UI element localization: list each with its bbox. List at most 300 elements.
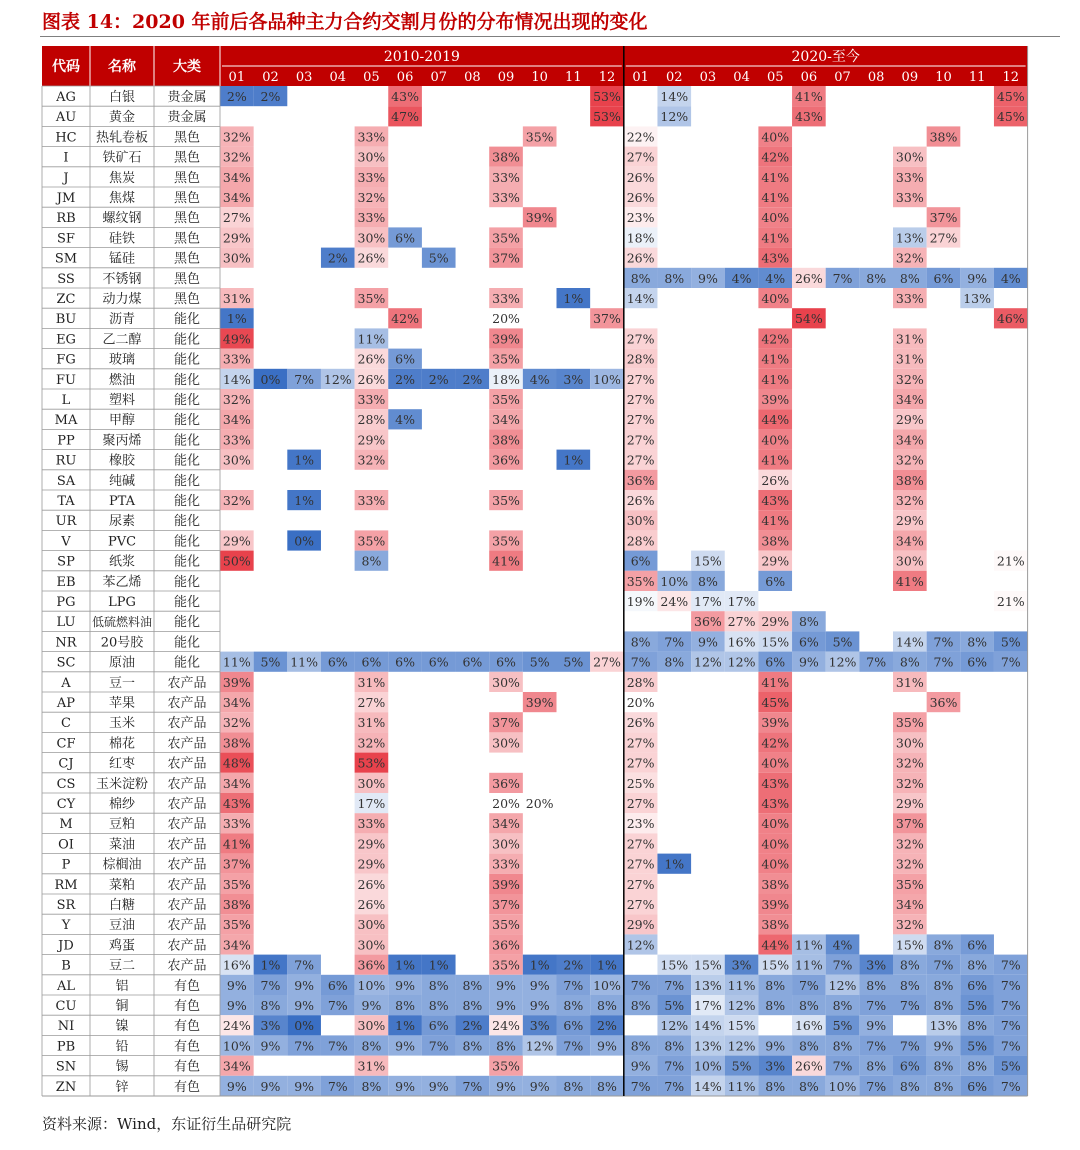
row-code: CU [55, 999, 77, 1014]
row-category: 黑色 [173, 211, 201, 227]
cell-value: 6% [327, 977, 348, 993]
cell-value: 9% [698, 634, 718, 650]
month-header: 05 [363, 70, 380, 85]
cell-value: 3% [529, 1018, 550, 1034]
row-category: 黑色 [173, 170, 201, 186]
row-category: 能化 [173, 433, 201, 449]
cell-value: 41% [794, 89, 823, 104]
cell-value: 8% [428, 998, 449, 1013]
row-name: 苹果 [108, 696, 136, 711]
cell-value: 33% [357, 169, 386, 185]
row-name: 焦煤 [108, 191, 136, 206]
cell-value: 37% [593, 311, 621, 327]
cell-value: 4% [529, 371, 550, 387]
cell-value: 28% [626, 351, 655, 367]
cell-value: 7% [630, 1078, 651, 1094]
cell-value: 38% [929, 129, 958, 145]
cell-value: 9% [294, 1078, 315, 1094]
cell-value: 19% [626, 594, 655, 609]
cell-value: 33% [357, 816, 386, 832]
cell-value: 5% [731, 1058, 752, 1074]
cell-value: 15% [761, 634, 790, 650]
cell-value: 30% [895, 735, 924, 751]
cell-value: 24% [222, 1018, 251, 1034]
cell-value: 3% [765, 1058, 786, 1074]
cell-value: 20% [492, 796, 520, 811]
cell-value: 8% [967, 1058, 988, 1074]
row-code: JD [58, 938, 74, 954]
row-name: 红枣 [108, 756, 136, 772]
row-category: 能化 [173, 655, 201, 671]
row-name: 螺纹钢 [102, 211, 142, 227]
row-name: 硅铁 [108, 231, 136, 247]
cell-value: 21% [996, 553, 1025, 569]
cell-value: 32% [895, 856, 924, 872]
month-header: 05 [766, 70, 784, 85]
cell-value: 40% [761, 129, 790, 145]
cell-value: 8% [630, 270, 651, 286]
cell-value: 8% [462, 977, 483, 993]
cell-value: 7% [832, 270, 853, 286]
row-category: 能化 [173, 635, 201, 651]
row-name: 豆二 [108, 958, 136, 974]
cell-value: 31% [222, 291, 251, 306]
cell-value: 29% [895, 513, 924, 529]
cell-value: 28% [626, 533, 655, 549]
cell-value: 36% [694, 614, 722, 630]
cell-value: 15% [727, 1018, 756, 1034]
cell-value: 35% [357, 291, 386, 306]
cell-value: 9% [395, 1038, 415, 1054]
cell-value: 5% [664, 998, 685, 1013]
cell-value: 8% [798, 1038, 819, 1054]
cell-value: 36% [626, 472, 655, 488]
cell-value: 33% [357, 129, 386, 145]
cell-value: 17% [694, 998, 722, 1013]
row-category: 能化 [173, 554, 201, 570]
cell-value: 10% [593, 371, 621, 387]
row-code: SA [56, 473, 76, 489]
row-name: 白糖 [108, 898, 136, 913]
cell-value: 43% [761, 775, 790, 791]
cell-value: 9% [496, 1078, 516, 1094]
cell-value: 37% [222, 856, 251, 872]
cell-value: 9% [395, 977, 415, 993]
cell-value: 9% [529, 998, 550, 1013]
cell-value: 26% [626, 169, 655, 185]
cell-value: 11% [357, 331, 386, 347]
cell-value: 5% [967, 998, 988, 1013]
cell-value: 5% [529, 654, 550, 670]
cell-value: 42% [761, 735, 790, 751]
cell-value: 0% [294, 533, 315, 549]
cell-value: 29% [357, 836, 386, 852]
month-header: 06 [800, 70, 818, 85]
cell-value: 12% [626, 937, 655, 953]
row-category: 农产品 [167, 918, 207, 934]
cell-value: 33% [895, 291, 924, 306]
month-header: 11 [565, 70, 582, 85]
cell-value: 2% [395, 371, 415, 387]
row-code: B [61, 958, 71, 974]
cell-value: 2% [428, 371, 449, 387]
cell-value: 27% [626, 876, 655, 892]
cell-value: 32% [895, 775, 924, 791]
row-code: TA [57, 494, 75, 509]
cell-value: 7% [563, 977, 584, 993]
cell-value: 6% [428, 654, 449, 670]
month-header: 04 [733, 70, 750, 85]
cell-value: 33% [492, 169, 520, 185]
row-name: 焦炭 [108, 170, 136, 186]
row-code: FU [56, 372, 76, 388]
row-code: AL [56, 978, 76, 994]
cell-value: 6% [967, 1078, 988, 1094]
cell-value: 1% [260, 957, 281, 973]
cell-value: 14% [694, 1018, 722, 1034]
cell-value: 45% [761, 695, 790, 710]
cell-value: 50% [222, 553, 251, 569]
cell-value: 9% [967, 270, 988, 286]
cell-value: 9% [260, 1038, 281, 1054]
cell-value: 32% [895, 250, 924, 266]
cell-value: 8% [630, 1038, 651, 1054]
cell-value: 1% [395, 1018, 415, 1034]
cell-value: 43% [222, 796, 251, 811]
cell-value: 12% [323, 371, 352, 387]
cell-value: 8% [361, 553, 382, 569]
cell-value: 7% [1000, 1018, 1021, 1034]
cell-value: 31% [357, 674, 386, 690]
cell-value: 38% [492, 432, 520, 448]
cell-value: 11% [290, 654, 319, 670]
cell-value: 3% [731, 957, 752, 973]
row-code: HC [55, 130, 77, 146]
cell-value: 16% [222, 957, 251, 973]
cell-value: 21% [996, 594, 1025, 609]
cell-value: 49% [222, 331, 251, 347]
cell-value: 9% [226, 977, 247, 993]
cell-value: 9% [866, 1018, 887, 1034]
cell-value: 8% [361, 1078, 382, 1094]
cell-value: 40% [761, 210, 790, 226]
cell-value: 36% [492, 452, 520, 468]
row-name: 苯乙烯 [102, 574, 142, 590]
cell-value: 9% [597, 1038, 617, 1054]
row-name: 白银 [108, 90, 136, 105]
row-category: 能化 [173, 352, 201, 368]
cell-value: 8% [832, 998, 853, 1013]
cell-value: 6% [765, 573, 786, 589]
cell-value: 38% [492, 149, 520, 165]
cell-value: 18% [626, 230, 655, 246]
cell-value: 20% [525, 796, 554, 811]
cell-value: 34% [895, 432, 924, 448]
cell-value: 8% [563, 998, 584, 1013]
cell-value: 39% [761, 392, 790, 407]
row-category: 有色 [173, 999, 201, 1014]
cell-value: 29% [222, 230, 251, 246]
row-code: SS [57, 271, 75, 287]
cell-value: 7% [630, 977, 651, 993]
cell-value: 1% [428, 957, 449, 973]
cell-value: 7% [1000, 977, 1021, 993]
cell-value: 32% [357, 735, 386, 751]
cell-value: 8% [260, 998, 281, 1013]
cell-value: 5% [967, 1038, 988, 1054]
cell-value: 27% [626, 452, 655, 468]
cell-value: 12% [694, 654, 722, 670]
cell-value: 30% [626, 513, 655, 529]
cell-value: 31% [895, 674, 924, 690]
cell-value: 8% [597, 1078, 617, 1094]
row-category: 能化 [173, 393, 201, 408]
cell-value: 27% [626, 836, 655, 852]
cell-value: 7% [630, 654, 651, 670]
cell-value: 8% [866, 270, 887, 286]
cell-value: 5% [1000, 634, 1021, 650]
cell-value: 7% [327, 998, 348, 1013]
cell-value: 12% [828, 977, 857, 993]
cell-value: 27% [626, 796, 655, 811]
cell-value: 9% [496, 998, 516, 1013]
month-header: 03 [295, 70, 313, 85]
row-category: 农产品 [167, 675, 207, 691]
cell-value: 11% [727, 977, 756, 993]
cell-value: 9% [630, 1058, 651, 1074]
row-name: 豆一 [108, 675, 136, 691]
cell-value: 5% [832, 1018, 853, 1034]
cell-value: 38% [761, 533, 790, 549]
cell-value: 8% [798, 998, 819, 1013]
cell-value: 36% [929, 695, 958, 710]
cell-value: 8% [630, 634, 651, 650]
cell-value: 15% [694, 553, 722, 569]
month-header: 03 [699, 70, 717, 85]
cell-value: 11% [727, 1078, 756, 1094]
cell-value: 27% [626, 149, 655, 165]
cell-value: 32% [895, 755, 924, 771]
cell-value: 53% [357, 755, 386, 771]
cell-value: 26% [357, 371, 386, 387]
cell-value: 7% [1000, 998, 1021, 1013]
row-name: 塑料 [108, 393, 136, 408]
row-category: 能化 [173, 494, 201, 509]
cell-value: 5% [1000, 1058, 1021, 1074]
cell-value: 15% [761, 957, 790, 973]
cell-value: 26% [626, 493, 655, 508]
cell-value: 7% [664, 977, 685, 993]
cell-value: 3% [563, 371, 584, 387]
cell-value: 54% [794, 311, 823, 327]
cell-value: 34% [222, 695, 251, 710]
cell-value: 2% [327, 250, 348, 266]
cell-value: 31% [895, 351, 924, 367]
row-category: 能化 [173, 615, 201, 631]
row-code: ZN [55, 1079, 77, 1095]
cell-value: 53% [593, 109, 621, 125]
cell-value: 26% [357, 897, 386, 912]
cell-value: 28% [357, 412, 386, 428]
row-code: FG [56, 352, 76, 368]
cell-value: 1% [294, 452, 315, 468]
cell-value: 8% [866, 1058, 887, 1074]
row-code: CF [56, 736, 76, 752]
row-name: 尿素 [108, 514, 136, 530]
cell-value: 35% [357, 533, 386, 549]
row-code: SF [57, 231, 75, 247]
cell-value: 9% [226, 998, 247, 1013]
month-header: 01 [632, 70, 649, 85]
row-category: 农产品 [167, 898, 207, 913]
cell-value: 8% [361, 1038, 382, 1054]
row-category: 贵金属 [167, 90, 207, 105]
cell-value: 8% [698, 573, 718, 589]
cell-value: 1% [395, 957, 415, 973]
cell-value: 1% [294, 493, 315, 508]
cell-value: 8% [563, 1078, 584, 1094]
source-note: 资料来源：Wind，东证衍生品研究院 [42, 1115, 292, 1133]
cell-value: 9% [765, 1038, 786, 1054]
row-code: EB [56, 574, 76, 590]
cell-value: 29% [222, 533, 251, 549]
row-code: CY [56, 797, 76, 812]
cell-value: 8% [664, 1038, 685, 1054]
cell-value: 8% [933, 998, 954, 1013]
cell-value: 32% [222, 493, 251, 508]
row-code: RM [54, 877, 78, 893]
cell-value: 35% [492, 351, 520, 367]
cell-value: 34% [222, 775, 251, 791]
cell-value: 44% [761, 412, 790, 428]
cell-value: 47% [391, 109, 419, 125]
cell-value: 24% [492, 1018, 520, 1034]
cell-value: 6% [428, 1018, 449, 1034]
row-category: 农产品 [167, 776, 207, 792]
month-header: 09 [497, 70, 515, 85]
cell-value: 32% [222, 392, 251, 407]
cell-value: 33% [492, 856, 520, 872]
cell-value: 26% [626, 715, 655, 731]
cell-value: 35% [895, 876, 924, 892]
cell-value: 7% [866, 1078, 887, 1094]
cell-value: 32% [895, 452, 924, 468]
cell-value: 7% [832, 957, 853, 973]
cell-value: 12% [660, 109, 689, 125]
cell-value: 9% [294, 998, 315, 1013]
cell-value: 11% [794, 937, 823, 953]
cell-value: 6% [967, 937, 988, 953]
row-code: PB [56, 1039, 76, 1055]
cell-value: 4% [1000, 270, 1021, 286]
cell-value: 35% [492, 957, 520, 973]
cell-value: 23% [626, 816, 655, 832]
cell-value: 33% [492, 190, 520, 205]
cell-value: 43% [761, 493, 790, 508]
cell-value: 40% [761, 432, 790, 448]
cell-value: 6% [967, 977, 988, 993]
cell-value: 32% [222, 129, 251, 145]
cell-value: 7% [664, 1078, 685, 1094]
cell-value: 10% [660, 573, 689, 589]
cell-value: 5% [428, 250, 449, 266]
row-name: 菜粕 [108, 877, 136, 893]
cell-value: 35% [492, 1058, 520, 1074]
month-header: 12 [1002, 70, 1020, 85]
cell-value: 33% [357, 392, 386, 407]
cell-value: 34% [222, 169, 251, 185]
cell-value: 32% [895, 493, 924, 508]
cell-value: 6% [967, 654, 988, 670]
cell-value: 9% [496, 977, 516, 993]
row-category: 能化 [173, 312, 201, 328]
row-code: RB [56, 211, 76, 227]
month-header: 07 [430, 70, 447, 85]
cell-value: 41% [761, 371, 790, 387]
row-name: PTA [108, 494, 136, 509]
cell-value: 41% [761, 351, 790, 367]
cell-value: 8% [967, 634, 988, 650]
cell-value: 8% [899, 957, 920, 973]
row-code: PG [56, 595, 76, 610]
cell-value: 43% [391, 89, 419, 104]
cell-value: 26% [357, 876, 386, 892]
row-name: 锡 [115, 1059, 129, 1075]
row-name: 乙二醇 [102, 332, 142, 348]
cell-value: 6% [496, 654, 516, 670]
cell-value: 39% [222, 674, 251, 690]
cell-value: 8% [798, 1078, 819, 1094]
cell-value: 29% [895, 796, 924, 811]
cell-value: 35% [492, 917, 520, 933]
cell-value: 1% [664, 856, 685, 872]
cell-value: 29% [761, 553, 790, 569]
cell-value: 39% [761, 715, 790, 731]
cell-value: 8% [866, 977, 887, 993]
row-code: ZC [56, 292, 76, 307]
period-header-0: 2010-2019 [383, 49, 460, 65]
cell-value: 30% [357, 775, 386, 791]
row-name: 锌 [115, 1079, 129, 1095]
cell-value: 35% [626, 573, 655, 589]
cell-value: 26% [761, 472, 790, 488]
cell-value: 32% [222, 149, 251, 165]
cell-value: 0% [260, 371, 281, 387]
cell-value: 8% [765, 998, 786, 1013]
cell-value: 8% [933, 937, 954, 953]
cell-value: 33% [357, 493, 386, 508]
cell-value: 7% [327, 1038, 348, 1054]
row-category: 农产品 [167, 857, 207, 873]
cell-value: 30% [357, 149, 386, 165]
cell-value: 8% [597, 998, 617, 1013]
cell-value: 5% [260, 654, 281, 670]
cell-value: 8% [664, 654, 685, 670]
cell-value: 41% [492, 553, 520, 569]
cell-value: 27% [626, 432, 655, 448]
row-code: AG [56, 90, 76, 105]
cell-value: 9% [798, 654, 819, 670]
cell-value: 29% [357, 432, 386, 448]
row-category: 贵金属 [167, 110, 207, 126]
cell-value: 27% [626, 755, 655, 771]
row-name: PVC [107, 534, 137, 550]
row-name: 20号胶 [100, 635, 144, 651]
cell-value: 35% [492, 392, 520, 407]
cell-value: 4% [731, 270, 752, 286]
cell-value: 7% [327, 1078, 348, 1094]
row-name: 低硫燃料油 [91, 615, 153, 630]
